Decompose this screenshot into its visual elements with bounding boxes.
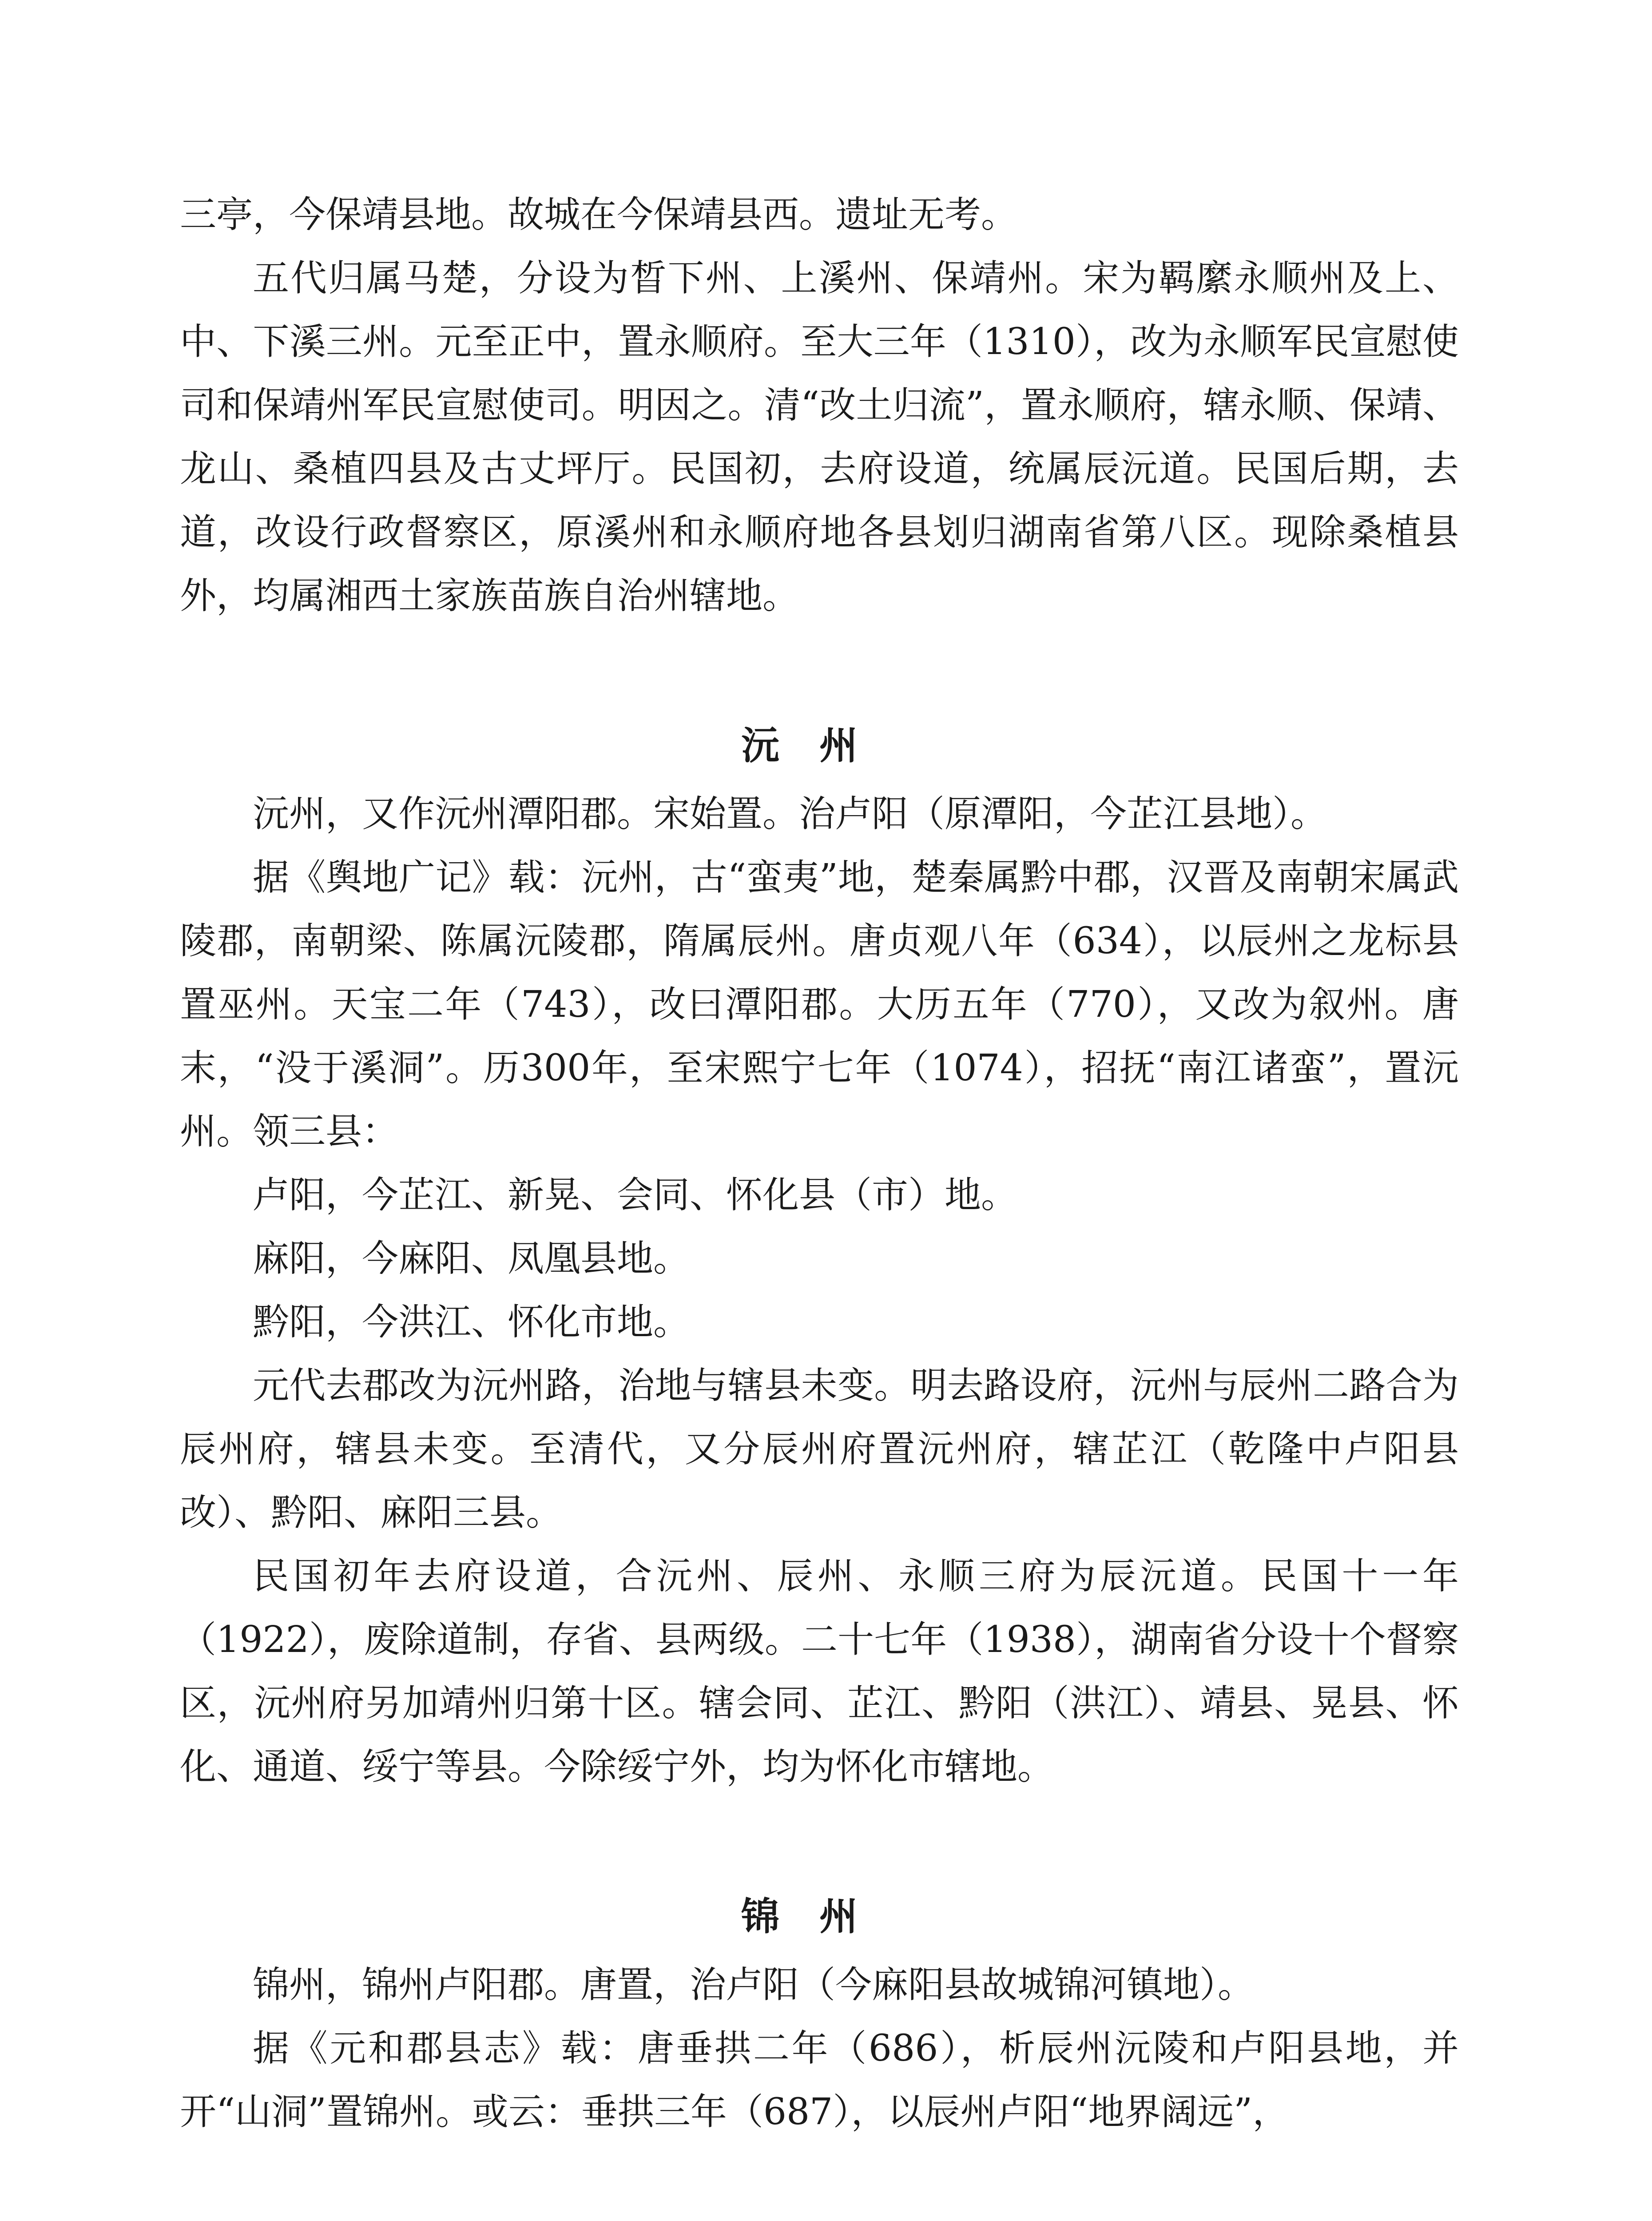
paragraph: 卢阳，今芷江、新晃、会同、怀化县（市）地。 — [253, 1174, 1018, 1216]
paragraph: 沅州，又作沅州潭阳郡。宋始置。治卢阳（原潭阳，今芷江县地）。 — [253, 793, 1327, 835]
section-heading-yuanzhou: 沅州 — [741, 724, 897, 768]
page-body — [180, 183, 1459, 2144]
section-heading-jinzhou: 锦州 — [741, 1895, 897, 1939]
paragraph: 麻阳，今麻阳、凤凰县地。 — [253, 1238, 690, 1280]
paragraph: 据《元和郡县志》载：唐垂拱二年（686），析辰州沅陵和卢阳县地，并开“山洞”置锦州。或云：垂拱三年（687），以辰州卢阳“地界阔远”， — [180, 2027, 1459, 2133]
paragraph: 黔阳，今洪江、怀化市地。 — [253, 1301, 690, 1343]
paragraph: 锦州，锦州卢阳郡。唐置，治卢阳（今麻阳县故城锦河镇地）。 — [253, 1964, 1255, 2006]
paragraph: 元代去郡改为沅州路，治地与辖县未变。明去路设府，沅州与辰州二路合为辰州府，辖县未变。至清代，又分辰州府置沅州府，辖芷江（乾隆中卢阳县改）、黔阳、麻阳三县。 — [180, 1365, 1459, 1534]
paragraph-continuation: 三亭，今保靖县地。故城在今保靖县西。遗址无考。 — [180, 194, 1018, 236]
paragraph: 据《舆地广记》载：沅州，古“蛮夷”地，楚秦属黔中郡，汉晋及南朝宋属武陵郡，南朝梁、陈属沅陵郡，隋属辰州。唐贞观八年（634），以辰州之龙标县置巫州。天宝二年（743），改曰潭阳郡。大历五年（770），又改为叙州。唐末，“没于溪洞”。历300年，至宋熙宁七年（1074），招抚“南江诸蛮”，置沅州。领三县： — [180, 856, 1459, 1153]
paragraph: 民国初年去府设道，合沅州、辰州、永顺三府为辰沅道。民国十一年（1922），废除道制，存省、县两级。二十七年（1938），湖南省分设十个督察区，沅州府另加靖州归第十区。辖会同、芷江、黔阳（洪江）、靖县、晃县、怀化、通道、绥宁等县。今除绥宁外，均为怀化市辖地。 — [180, 1555, 1459, 1788]
paragraph: 五代归属马楚，分设为晳下州、上溪州、保靖州。宋为羁縻永顺州及上、中、下溪三州。元至正中，置永顺府。至大三年（1310），改为永顺军民宣慰使司和保靖州军民宣慰使司。明因之。清“改土归流”，置永顺府，辖永顺、保靖、龙山、桑植四县及古丈坪厅。民国初，去府设道，统属辰沅道。民国后期，去道，改设行政督察区，原溪州和永顺府地各县划归湖南省第八区。现除桑植县外，均属湘西土家族苗族自治州辖地。 — [180, 257, 1459, 617]
